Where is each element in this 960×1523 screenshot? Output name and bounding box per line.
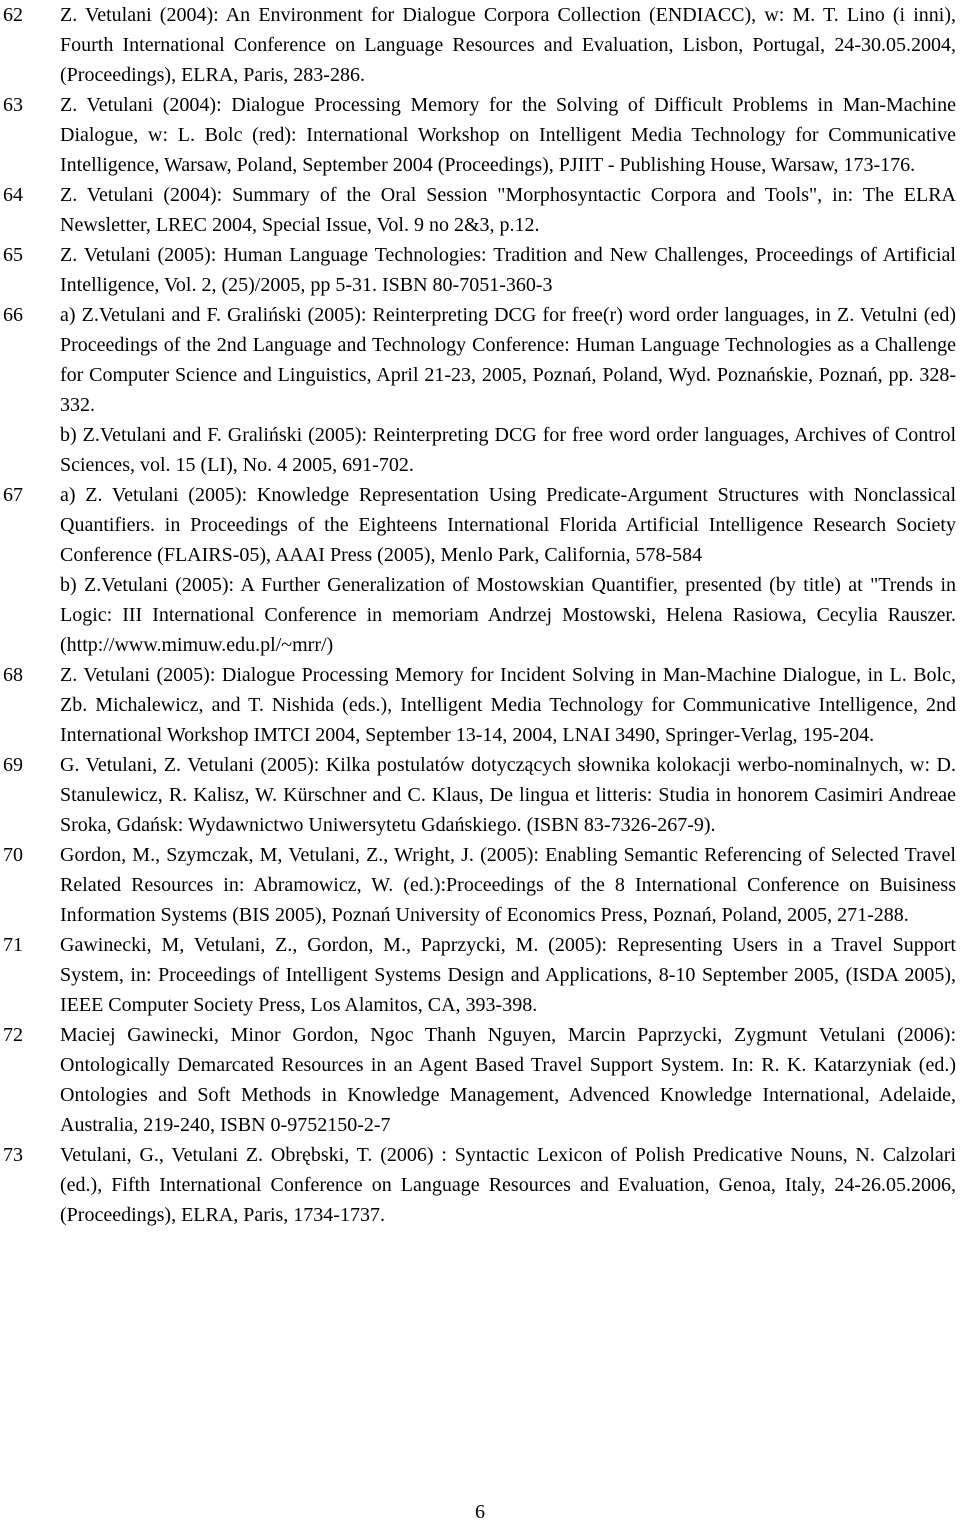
entry-body: [60, 480, 956, 660]
bibliography-entry: [0, 1140, 960, 1230]
entry-text: b) Z.Vetulani (2005): A Further Generalization of Mostowskian Quantifier, presented (by title) at "Trends in Logic: III International Conference in memoriam Andrzej Mostowski, Helena Rasiowa, Cecylia Rauszer. (http://www.mimuw.edu.pl/~mrr/): [60, 574, 956, 656]
entry-number: 72: [3, 1024, 23, 1046]
entry-number: 65: [3, 244, 23, 266]
bibliography-entry: [0, 1020, 960, 1140]
entry-body: [60, 660, 956, 750]
entry-number: 66: [3, 304, 23, 326]
entry-body: [60, 0, 956, 90]
entry-text: a) Z. Vetulani (2005): Knowledge Representation Using Predicate-Argument Structures with Nonclassical Quantifiers. in Proceedings of the Eighteens International Florida Artificial Intelligence Research Society Conference (FLAIRS-05), AAAI Press (2005), Menlo Park, California, 578-584: [60, 484, 956, 566]
entry-text: Z. Vetulani (2004): Dialogue Processing Memory for the Solving of Difficult Problems in Man-Machine Dialogue, w: L. Bolc (red): International Workshop on Intelligent Media Technology for Communicative Intelligence, Warsaw, Poland, September 2004 (Proceedings), PJIIT - Publishing House, Warsaw, 173-176.: [60, 94, 956, 176]
entry-body: [60, 240, 956, 300]
entry-text: Gordon, M., Szymczak, M, Vetulani, Z., Wright, J. (2005): Enabling Semantic Referencing of Selected Travel Related Resources in: Abramowicz, W. (ed.):Proceedings of the 8 International Conference on Buisiness Information Systems (BIS 2005), Poznań University of Economics Press, Poznań, Poland, 2005, 271-288.: [60, 844, 956, 926]
entry-body: [60, 750, 956, 840]
bibliography-entry: [0, 240, 960, 300]
entry-text: b) Z.Vetulani and F. Graliński (2005): Reinterpreting DCG for free word order languages, Archives of Control Sciences, vol. 15 (LI), No. 4 2005, 691-702.: [60, 424, 956, 476]
entry-number: 67: [3, 484, 23, 506]
bibliography-entry: [0, 180, 960, 240]
entry-number: 73: [3, 1144, 23, 1166]
entry-text: Vetulani, G., Vetulani Z. Obrębski, T. (2006) : Syntactic Lexicon of Polish Predicative Nouns, N. Calzolari (ed.), Fifth International Conference on Language Resources and Evaluation, Genoa, Italy, 24-26.05.2006, (Proceedings), ELRA, Paris, 1734-1737.: [60, 1144, 956, 1226]
bibliography-entry: [0, 480, 960, 660]
entry-text: a) Z.Vetulani and F. Graliński (2005): Reinterpreting DCG for free(r) word order languages, in Z. Vetulni (ed) Proceedings of the 2nd Language and Technology Conference: Human Language Technologies as a Challenge for Computer Science and Linguistics, April 21-23, 2005, Poznań, Poland, Wyd. Poznańskie, Poznań, pp. 328-332.: [60, 304, 956, 416]
entry-text: Gawinecki, M, Vetulani, Z., Gordon, M., Paprzycki, M. (2005): Representing Users in a Travel Support System, in: Proceedings of Intelligent Systems Design and Applications, 8-10 September 2005, (ISDA 2005), IEEE Computer Society Press, Los Alamitos, CA, 393-398.: [60, 934, 956, 1016]
entry-body: [60, 930, 956, 1020]
bibliography-entry: [0, 90, 960, 180]
entry-number: 68: [3, 664, 23, 686]
entry-body: [60, 1140, 956, 1230]
bibliography-entry: [0, 930, 960, 1020]
entry-number: 71: [3, 934, 23, 956]
entry-body: [60, 1020, 956, 1140]
entry-text: G. Vetulani, Z. Vetulani (2005): Kilka postulatów dotyczących słownika kolokacji werbo-nominalnych, w: D. Stanulewicz, R. Kalisz, W. Kürschner and C. Klaus, De lingua et litteris: Studia in honorem Casimiri Andreae Sroka, Gdańsk: Wydawnictwo Uniwersytetu Gdańskiego. (ISBN 83-7326-267-9).: [60, 754, 956, 836]
bibliography-entry: [0, 750, 960, 840]
entry-text: Z. Vetulani (2004): Summary of the Oral Session "Morphosyntactic Corpora and Tools", in: The ELRA Newsletter, LREC 2004, Special Issue, Vol. 9 no 2&3, p.12.: [60, 184, 956, 236]
entry-number: 64: [3, 184, 23, 206]
entry-text: Z. Vetulani (2005): Human Language Technologies: Tradition and New Challenges, Proceedings of Artificial Intelligence, Vol. 2, (25)/2005, pp 5-31. ISBN 80-7051-360-3: [60, 244, 956, 296]
entry-text: Z. Vetulani (2004): An Environment for Dialogue Corpora Collection (ENDIACC), w: M. T. Lino (i inni), Fourth International Conference on Language Resources and Evaluation, Lisbon, Portugal, 24-30.05.2004, (Proceedings), ELRA, Paris, 283-286.: [60, 4, 956, 86]
entry-body: [60, 300, 956, 480]
entry-text: Z. Vetulani (2005): Dialogue Processing Memory for Incident Solving in Man-Machine Dialogue, in L. Bolc, Zb. Michalewicz, and T. Nishida (eds.), Intelligent Media Technology for Communicative Intelligence, 2nd International Workshop IMTCI 2004, September 13-14, 2004, LNAI 3490, Springer-Verlag, 195-204.: [60, 664, 956, 746]
entry-number: 70: [3, 844, 23, 866]
entry-number: 63: [3, 94, 23, 116]
entry-body: [60, 180, 956, 240]
entry-body: [60, 840, 956, 930]
bibliography-entry: [0, 840, 960, 930]
page-number: 6: [475, 1501, 485, 1523]
entry-number: 69: [3, 754, 23, 776]
entry-body: [60, 90, 956, 180]
entry-text: Maciej Gawinecki, Minor Gordon, Ngoc Thanh Nguyen, Marcin Paprzycki, Zygmunt Vetulani (2006): Ontologically Demarcated Resources in an Agent Based Travel Support System. In: R. K. Katarzyniak (ed.) Ontologies and Soft Methods in Knowledge Management, Advenced Knowledge International, Adelaide, Australia, 219-240, ISBN 0-9752150-2-7: [60, 1024, 956, 1136]
bibliography-entry: [0, 300, 960, 480]
bibliography-entry: [0, 0, 960, 90]
entry-number: 62: [3, 4, 23, 26]
bibliography-entry: [0, 660, 960, 750]
